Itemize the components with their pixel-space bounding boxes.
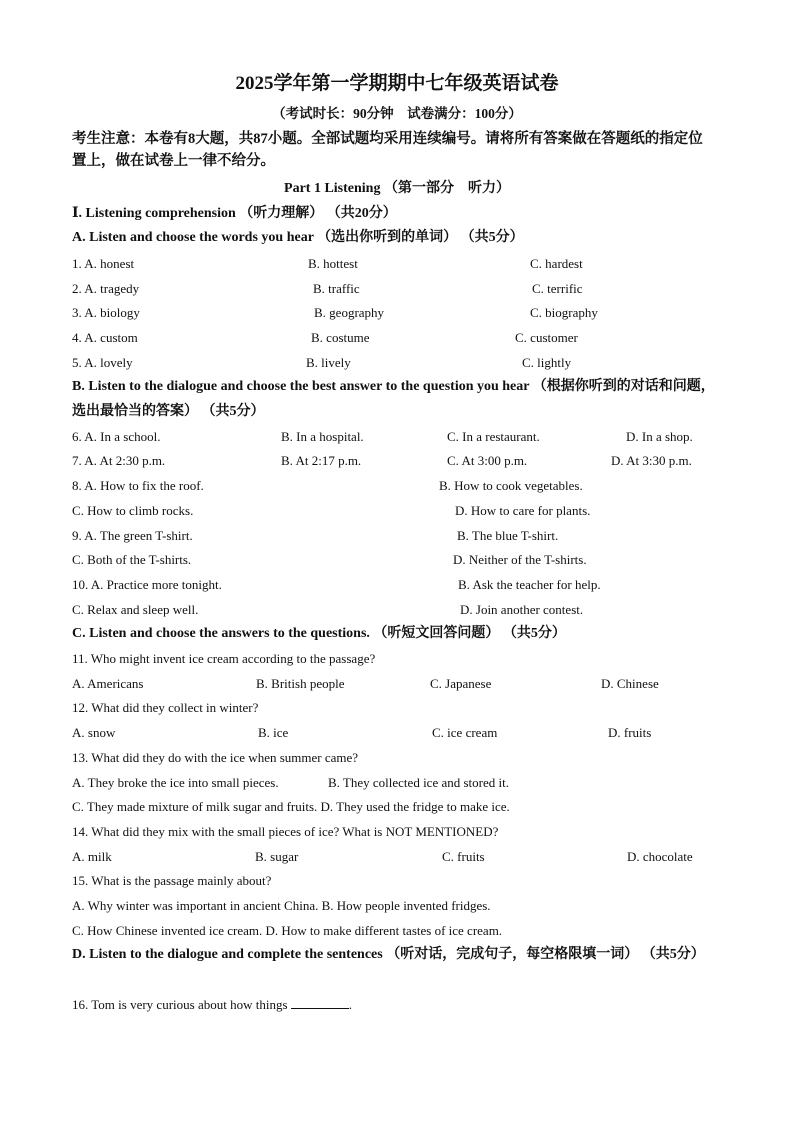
- section-d-heading: D. Listen to the dialogue and complete the sentences （听对话，完成句子，每空格限填一词） （共5分）: [72, 947, 705, 962]
- q6-option-a[interactable]: 6. A. In a school.: [72, 429, 161, 444]
- section-a-heading: A. Listen and choose the words you hear （选出你听到的单词） （共5分）: [72, 230, 524, 245]
- exam-notice: 考生注意：本卷有8大题，共87小题。全部试题均采用连续编号。请将所有答案做在答题纸的指定位置上，做在试卷上一律不给分。: [72, 131, 703, 169]
- part1-title: Part 1 Listening （第一部分 听力）: [284, 181, 510, 196]
- q9-option-a[interactable]: 9. A. The green T-shirt.: [72, 528, 193, 543]
- q7-option-b[interactable]: B. At 2:17 p.m.: [281, 453, 362, 468]
- q2-option-a[interactable]: 2. A. tragedy: [72, 281, 140, 296]
- q16-sentence: [72, 996, 352, 1014]
- q8-option-c[interactable]: C. How to climb rocks.: [72, 503, 194, 518]
- q10-option-b[interactable]: B. Ask the teacher for help.: [458, 577, 601, 592]
- exam-subtitle: （考试时长：90分钟 试卷满分：100分）: [272, 106, 522, 121]
- q4-option-b[interactable]: B. costume: [311, 330, 370, 345]
- q8-option-a[interactable]: 8. A. How to fix the roof.: [72, 478, 204, 493]
- q5-option-b[interactable]: B. lively: [306, 355, 351, 370]
- q6-option-b[interactable]: B. In a hospital.: [281, 429, 364, 444]
- q10-option-a[interactable]: 10. A. Practice more tonight.: [72, 577, 222, 592]
- q15-option-ab[interactable]: A. Why winter was important in ancient China. B. How people invented fridges.: [72, 898, 491, 913]
- section-b-heading: B. Listen to the dialogue and choose the best answer to the question you hear （根据你听到的对话和问题，选出最恰当的答案） （共5分）: [72, 379, 715, 419]
- q9-option-d[interactable]: D. Neither of the T-shirts.: [453, 552, 587, 567]
- q1-option-a[interactable]: 1. A. honest: [72, 256, 135, 271]
- q13-stem: 13. What did they do with the ice when summer came?: [72, 750, 359, 765]
- exam-title: 2025学年第一学期期中七年级英语试卷: [235, 73, 559, 94]
- q3-option-b[interactable]: B. geography: [314, 305, 385, 320]
- q1-option-b[interactable]: B. hottest: [308, 256, 358, 271]
- q8-option-d[interactable]: D. How to care for plants.: [455, 503, 591, 518]
- q16-text-after: .: [348, 997, 353, 1012]
- q9-option-c[interactable]: C. Both of the T-shirts.: [72, 552, 192, 567]
- q16-answer-blank[interactable]: [291, 996, 349, 1009]
- q11-option-a[interactable]: A. Americans: [72, 676, 144, 691]
- q6-option-d[interactable]: D. In a shop.: [626, 429, 693, 444]
- q15-stem: 15. What is the passage mainly about?: [72, 873, 272, 888]
- q14-option-a[interactable]: A. milk: [72, 849, 112, 864]
- q15-option-cd[interactable]: C. How Chinese invented ice cream. D. How to make different tastes of ice cream.: [72, 923, 503, 938]
- q14-option-c[interactable]: C. fruits: [442, 849, 485, 864]
- q3-option-c[interactable]: C. biography: [530, 305, 598, 320]
- q13-option-b[interactable]: B. They collected ice and stored it.: [328, 775, 509, 790]
- q5-option-a[interactable]: 5. A. lovely: [72, 355, 133, 370]
- q11-option-c[interactable]: C. Japanese: [430, 676, 492, 691]
- q14-option-b[interactable]: B. sugar: [255, 849, 299, 864]
- q4-option-c[interactable]: C. customer: [515, 330, 578, 345]
- q12-option-b[interactable]: B. ice: [258, 725, 289, 740]
- q3-option-a[interactable]: 3. A. biology: [72, 305, 140, 320]
- q12-option-c[interactable]: C. ice cream: [432, 725, 498, 740]
- q11-option-b[interactable]: B. British people: [256, 676, 345, 691]
- q1-option-c[interactable]: C. hardest: [530, 256, 583, 271]
- q9-option-b[interactable]: B. The blue T-shirt.: [457, 528, 559, 543]
- q13-option-a[interactable]: A. They broke the ice into small pieces.: [72, 775, 279, 790]
- q10-option-c[interactable]: C. Relax and sleep well.: [72, 602, 199, 617]
- q14-stem: 14. What did they mix with the small pieces of ice? What is NOT MENTIONED?: [72, 824, 499, 839]
- q6-option-c[interactable]: C. In a restaurant.: [447, 429, 540, 444]
- q10-option-d[interactable]: D. Join another contest.: [460, 602, 584, 617]
- q12-option-d[interactable]: D. fruits: [608, 725, 652, 740]
- q12-stem: 12. What did they collect in winter?: [72, 700, 259, 715]
- q7-option-a[interactable]: 7. A. At 2:30 p.m.: [72, 453, 166, 468]
- section-c-heading: C. Listen and choose the answers to the questions. （听短文回答问题） （共5分）: [72, 626, 566, 641]
- q5-option-c[interactable]: C. lightly: [522, 355, 572, 370]
- section1-title: Ⅰ. Listening comprehension （听力理解） （共20分）: [72, 206, 397, 221]
- q12-option-a[interactable]: A. snow: [72, 725, 116, 740]
- q7-option-d[interactable]: D. At 3:30 p.m.: [611, 453, 692, 468]
- q2-option-c[interactable]: C. terrific: [532, 281, 583, 296]
- q16-text-before: 16. Tom is very curious about how things: [72, 997, 288, 1012]
- q4-option-a[interactable]: 4. A. custom: [72, 330, 138, 345]
- q7-option-c[interactable]: C. At 3:00 p.m.: [447, 453, 528, 468]
- q2-option-b[interactable]: B. traffic: [313, 281, 360, 296]
- q14-option-d[interactable]: D. chocolate: [627, 849, 693, 864]
- q11-option-d[interactable]: D. Chinese: [601, 676, 659, 691]
- q8-option-b[interactable]: B. How to cook vegetables.: [439, 478, 583, 493]
- q13-option-cd[interactable]: C. They made mixture of milk sugar and fruits. D. They used the fridge to make ice.: [72, 799, 510, 814]
- q11-stem: 11. Who might invent ice cream according to the passage?: [72, 651, 376, 666]
